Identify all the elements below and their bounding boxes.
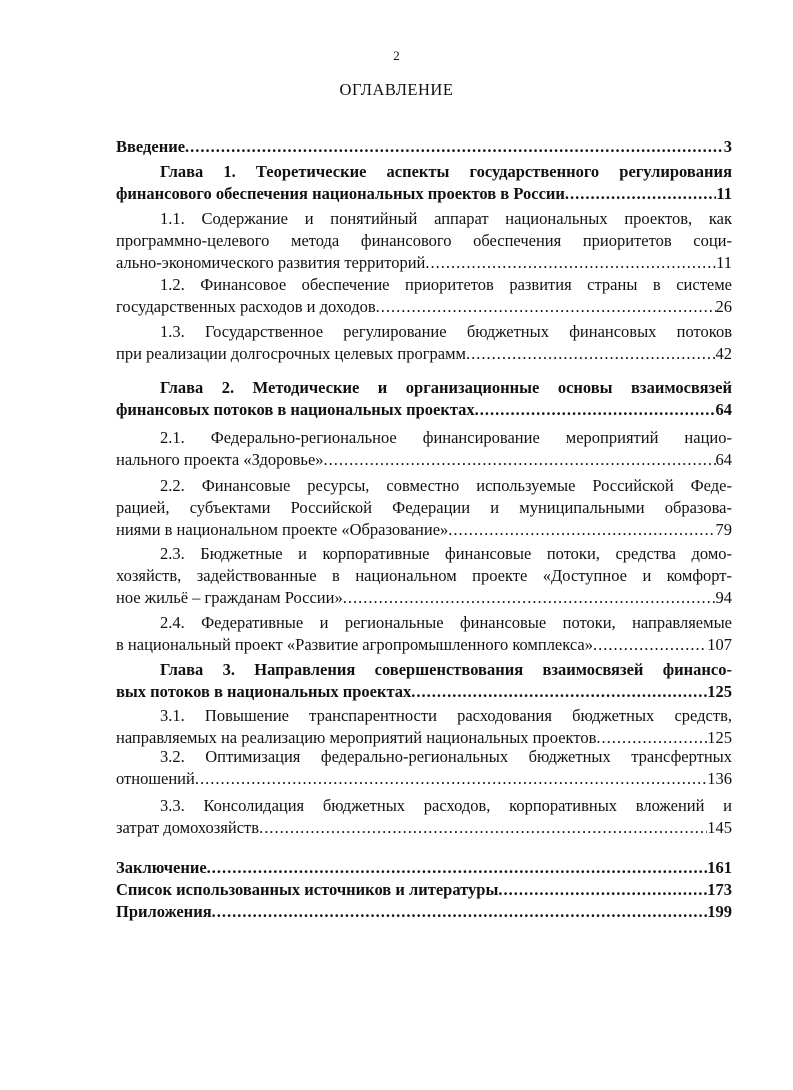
toc-entry-line: 3.2. Оптимизация федерально-региональных бюджетных трансфертных [160,747,732,766]
toc-entry-label: в национальный проект «Развитие агропромышленного комплекса» [116,635,593,654]
toc-entry-line: 1.1. Содержание и понятийный аппарат национальных проектов, как [160,209,732,228]
page-number: 2 [393,48,400,63]
toc-entry-line: 2.1. Федерально-региональное финансирование мероприятий нацио- [160,428,732,447]
toc-entry-line: 2.3. Бюджетные и корпоративные финансовые потоки, средства домо- [160,544,732,563]
toc-entry-label: затрат домохозяйств [116,818,260,837]
dot-leader [593,634,707,656]
toc-entry-section-1-1[interactable] [116,208,732,274]
toc-entry-line: 3.3. Консолидация бюджетных расходов, корпоративных вложений и [160,796,732,815]
toc-entry-chapter-3[interactable] [116,659,732,703]
dot-leader [475,399,716,421]
toc-entry-label: ально-экономического развития территорий [116,253,426,272]
toc-entry-line: 2.4. Федеративные и региональные финансовые потоки, направляемые [160,613,732,632]
toc-page-number: 107 [707,635,732,654]
toc-page-number: 94 [715,588,732,607]
toc-entry-line: 1.2. Финансовое обеспечение приоритетов развития страны в системе [160,275,732,294]
toc-page-number: 11 [716,184,732,203]
toc-entry-section-2-2[interactable] [116,475,732,541]
toc-entry-line: 1.3. Государственное регулирование бюджетных финансовых потоков [160,322,732,341]
toc-entry-label: Приложения [116,902,212,921]
toc-entry-line: хозяйств, задействованные в национальном проекте «Доступное и комфорт- [116,566,732,585]
toc-entry-conclusion[interactable] [116,857,732,879]
toc-entry-line: Глава 1. Теоретические аспекты государственного регулирования [160,162,732,181]
dot-leader [466,343,716,365]
dot-leader [212,901,708,923]
toc-entry-label: финансовых потоков в национальных проектах [116,400,475,419]
toc-page-number: 125 [707,682,732,701]
toc-entry-label: ное жильё – гражданам России» [116,588,343,607]
toc-entry-section-2-3[interactable] [116,543,732,609]
dot-leader [411,681,707,703]
dot-leader [498,879,707,901]
page-title: ОГЛАВЛЕНИЕ [339,80,454,99]
toc-entry-label: ниями в национальном проекте «Образование» [116,520,449,539]
dot-leader [259,817,707,839]
toc-entry-label: вых потоков в национальных проектах [116,682,412,701]
toc-entry-line: программно-целевого метода финансового обеспечения приоритетов соци- [116,231,732,250]
toc-entry-line: Глава 3. Направления совершенствования взаимосвязей финансо- [160,660,732,679]
toc-entry-label: направляемых на реализацию мероприятий национальных проектов [116,728,597,747]
toc-entry-references[interactable] [116,879,732,901]
dot-leader [425,252,716,274]
toc-entry-label: государственных расходов и доходов [116,297,376,316]
toc-entry-appendices[interactable] [116,901,732,923]
toc-page-number: 42 [715,344,732,363]
dot-leader [324,449,716,471]
toc-entry-chapter-2[interactable] [116,377,732,421]
toc-entry-section-1-3[interactable] [116,321,732,365]
toc-entry-label: Заключение [116,858,207,877]
toc-entry-section-1-2[interactable] [116,274,732,318]
toc-entry-label: отношений [116,769,195,788]
dot-leader [565,183,716,205]
dot-leader [448,519,715,541]
toc-entry-label: Список использованных источников и литературы [116,880,499,899]
toc-entry-section-3-2[interactable] [116,746,732,790]
toc-entry-line: 3.1. Повышение транспарентности расходования бюджетных средств, [160,706,732,725]
toc-page-number: 64 [715,450,732,469]
toc-entry-section-3-1[interactable] [116,705,732,749]
toc-entry-line: 2.2. Финансовые ресурсы, совместно используемые Российской Феде- [160,476,732,495]
toc-entry-introduction[interactable] [116,136,732,158]
toc-page-number: 26 [715,297,732,316]
toc-entry-section-2-1[interactable] [116,427,732,471]
toc-page-number: 136 [707,769,732,788]
toc-page-number: 11 [716,253,732,272]
toc-entry-label: при реализации долгосрочных целевых программ [116,344,466,363]
dot-leader [343,587,716,609]
toc-page-number: 173 [707,880,732,899]
toc-page-number: 161 [707,858,732,877]
toc-entry-line: Глава 2. Методические и организационные основы взаимосвязей [160,378,732,397]
dot-leader [376,296,716,318]
dot-leader [207,857,708,879]
toc-page-number: 125 [707,728,732,747]
toc-entry-label: финансового обеспечения национальных проектов в России [116,184,565,203]
toc-entry-label: нального проекта «Здоровье» [116,450,324,469]
toc-page-number: 79 [715,520,732,539]
dot-leader [185,136,724,158]
toc-page-number: 3 [723,137,732,156]
dot-leader [195,768,707,790]
toc-entry-chapter-1[interactable] [116,161,732,205]
toc-entry-section-3-3[interactable] [116,795,732,839]
toc-page-number: 145 [707,818,732,837]
toc-entry-section-2-4[interactable] [116,612,732,656]
toc-entry-label: Введение [116,137,186,156]
toc-page-number: 64 [715,400,732,419]
toc-page-number: 199 [707,902,732,921]
toc-entry-line: рацией, субъектами Российской Федерации и муниципальными образова- [116,498,732,517]
